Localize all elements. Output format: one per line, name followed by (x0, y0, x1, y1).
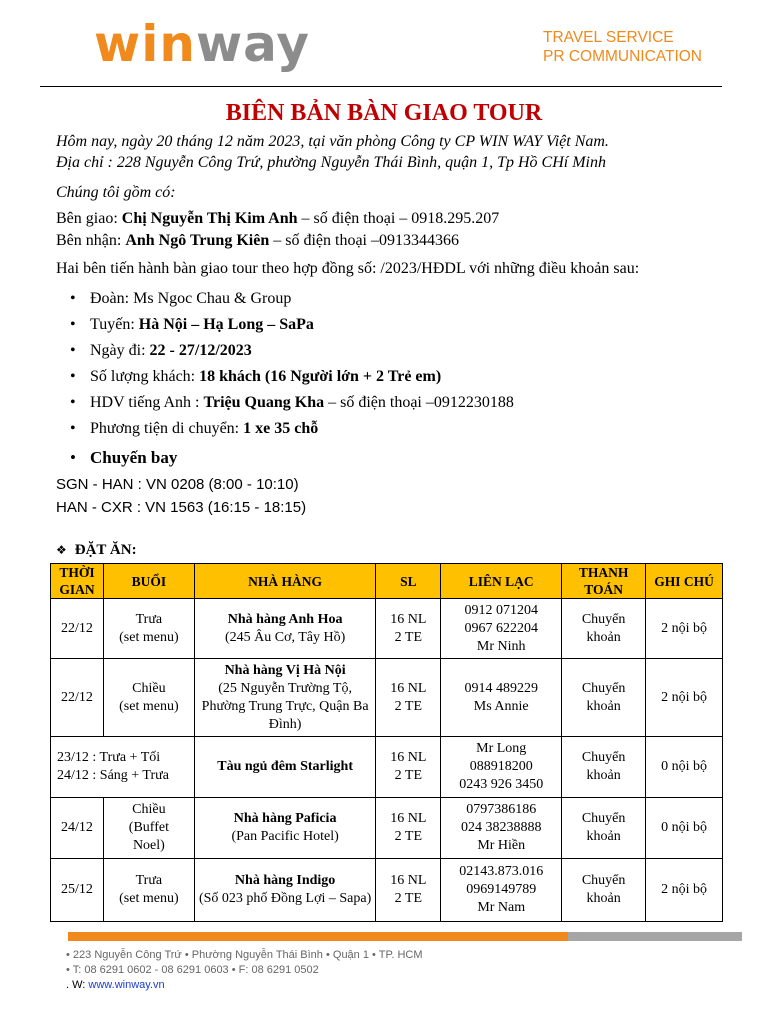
header-restaurant: NHÀ HÀNG (194, 564, 376, 599)
cell-meal: Chiều (set menu) (103, 659, 194, 737)
intro-parties-heading: Chúng tôi gồm có: (56, 184, 176, 201)
cell-note: 2 nội bộ (646, 599, 723, 659)
cell-note: 0 nội bộ (646, 737, 723, 798)
cell-quantity: 16 NL 2 TE (376, 659, 441, 737)
footer-phones: • T: 08 6291 0602 - 08 6291 0603 • F: 08 6291 0502 (66, 964, 319, 976)
cell-quantity: 16 NL 2 TE (376, 599, 441, 659)
header-divider (40, 86, 722, 87)
header-quantity: SL (376, 564, 441, 599)
table-row (51, 659, 723, 737)
cell-quantity: 16 NL 2 TE (376, 737, 441, 798)
flight-sgn-han: SGN - HAN : VN 0208 (8:00 - 10:10) (56, 476, 299, 493)
cell-payment: Chuyển khoản (562, 737, 646, 798)
cell-contact: Mr Long 088918200 0243 926 3450 (441, 737, 562, 798)
cell-note: 2 nội bộ (646, 859, 723, 922)
header-meal: BUỔI (103, 564, 194, 599)
cell-restaurant: Tàu ngủ đêm Starlight (194, 737, 376, 798)
company-tagline (543, 28, 702, 66)
cell-date: 25/12 (51, 859, 104, 922)
tagline-travel-service: TRAVEL SERVICE (542, 29, 674, 46)
cell-payment: Chuyển khoản (562, 798, 646, 859)
meals-table (50, 563, 723, 922)
cell-date: 24/12 (51, 798, 104, 859)
cell-meal: Chiều (Buffet Noel) (103, 798, 194, 859)
header-contact: LIÊN LẠC (441, 564, 562, 599)
cell-note: 0 nội bộ (646, 798, 723, 859)
parties-block (56, 208, 499, 252)
cell-payment: Chuyển khoản (562, 859, 646, 922)
list-item-vehicle: • Phương tiện di chuyển: 1 xe 35 chỗ (56, 416, 514, 442)
list-item-flights: • Chuyến bay (56, 445, 514, 471)
cell-quantity: 16 NL 2 TE (376, 859, 441, 922)
list-item-guide: • HDV tiếng Anh : Triệu Quang Kha – số điện thoại –0912230188 (56, 390, 514, 416)
cell-contact: 0797386186 024 38238888 Mr Hiền (441, 798, 562, 859)
page-footer (66, 948, 423, 993)
cell-quantity: 16 NL 2 TE (376, 798, 441, 859)
footer-website: . W: www.winway.vn (66, 979, 165, 991)
cell-restaurant: Nhà hàng Anh Hoa (245 Âu Cơ, Tây Hồ) (194, 599, 376, 659)
header-time: THỜI GIAN (51, 564, 104, 599)
table-row (51, 859, 723, 922)
cell-payment: Chuyển khoản (562, 599, 646, 659)
cell-date: 22/12 (51, 599, 104, 659)
receiving-party: Bên nhận: Anh Ngô Trung Kiên – số điện thoại –0913344366 (56, 232, 459, 249)
contract-statement: Hai bên tiến hành bàn giao tour theo hợp đồng số: /2023/HĐDL với những điều khoản sau: (56, 260, 640, 277)
table-row (51, 599, 723, 659)
list-item-group: • Đoàn: Ms Ngoc Chau & Group (56, 286, 514, 312)
list-item-dates: • Ngày đi: 22 - 27/12/2023 (56, 338, 514, 364)
website-link[interactable]: www.winway.vn (88, 979, 165, 991)
winway-logo: winway (94, 15, 310, 73)
document-title: BIÊN BẢN BÀN GIAO TOUR (225, 100, 543, 126)
header-payment: THANH TOÁN (562, 564, 646, 599)
flight-info (56, 473, 306, 519)
intro-address-line: Địa chỉ : 228 Nguyễn Công Trứ, phường Nguyễn Thái Bình, quận 1, Tp Hồ CHí Minh (56, 154, 606, 171)
tour-details-list (56, 286, 514, 471)
cell-payment: Chuyển khoản (562, 659, 646, 737)
cell-contact: 02143.873.016 0969149789 Mr Nam (441, 859, 562, 922)
flight-han-cxr: HAN - CXR : VN 1563 (16:15 - 18:15) (56, 499, 307, 516)
table-row (51, 798, 723, 859)
cell-restaurant: Nhà hàng Paficia (Pan Pacific Hotel) (194, 798, 376, 859)
handover-party: Bên giao: Chị Nguyễn Thị Kim Anh – số điện thoại – 0918.295.207 (56, 210, 500, 227)
intro-block (56, 131, 609, 203)
tagline-pr-communication: PR COMMUNICATION (542, 48, 702, 65)
meals-heading: ❖ ĐẶT ĂN: (56, 542, 137, 558)
cell-date: 22/12 (51, 659, 104, 737)
header-note: GHI CHÚ (646, 564, 723, 599)
cell-restaurant: Nhà hàng Indigo (Số 023 phố Đồng Lợi – Sapa) (194, 859, 376, 922)
cell-contact: 0914 489229 Ms Annie (441, 659, 562, 737)
cell-meal: Trưa (set menu) (103, 859, 194, 922)
cell-contact: 0912 071204 0967 622204 Mr Ninh (441, 599, 562, 659)
cell-restaurant: Nhà hàng Vị Hà Nội (25 Nguyễn Trường Tộ, Phường Trung Trực, Quận Ba Đình) (194, 659, 376, 737)
intro-date-line: Hôm nay, ngày 20 tháng 12 năm 2023, tại văn phòng Công ty CP WIN WAY Việt Nam. (56, 133, 609, 150)
table-row (51, 737, 723, 798)
list-item-route: • Tuyến: Hà Nội – Hạ Long – SaPa (56, 312, 514, 338)
table-header-row (51, 564, 723, 599)
cell-date-range: 23/12 : Trưa + Tối 24/12 : Sáng + Trưa (51, 737, 195, 798)
footer-bar-orange (68, 932, 568, 941)
diamond-bullet-icon: ❖ (56, 543, 67, 557)
footer-address: • 223 Nguyễn Công Trứ • Phường Nguyễn Thái Bình • Quận 1 • TP. HCM (66, 949, 423, 961)
list-item-guests: • Số lượng khách: 18 khách (16 Người lớn + 2 Trẻ em) (56, 364, 514, 390)
cell-note: 2 nội bộ (646, 659, 723, 737)
cell-meal: Trưa (set menu) (103, 599, 194, 659)
